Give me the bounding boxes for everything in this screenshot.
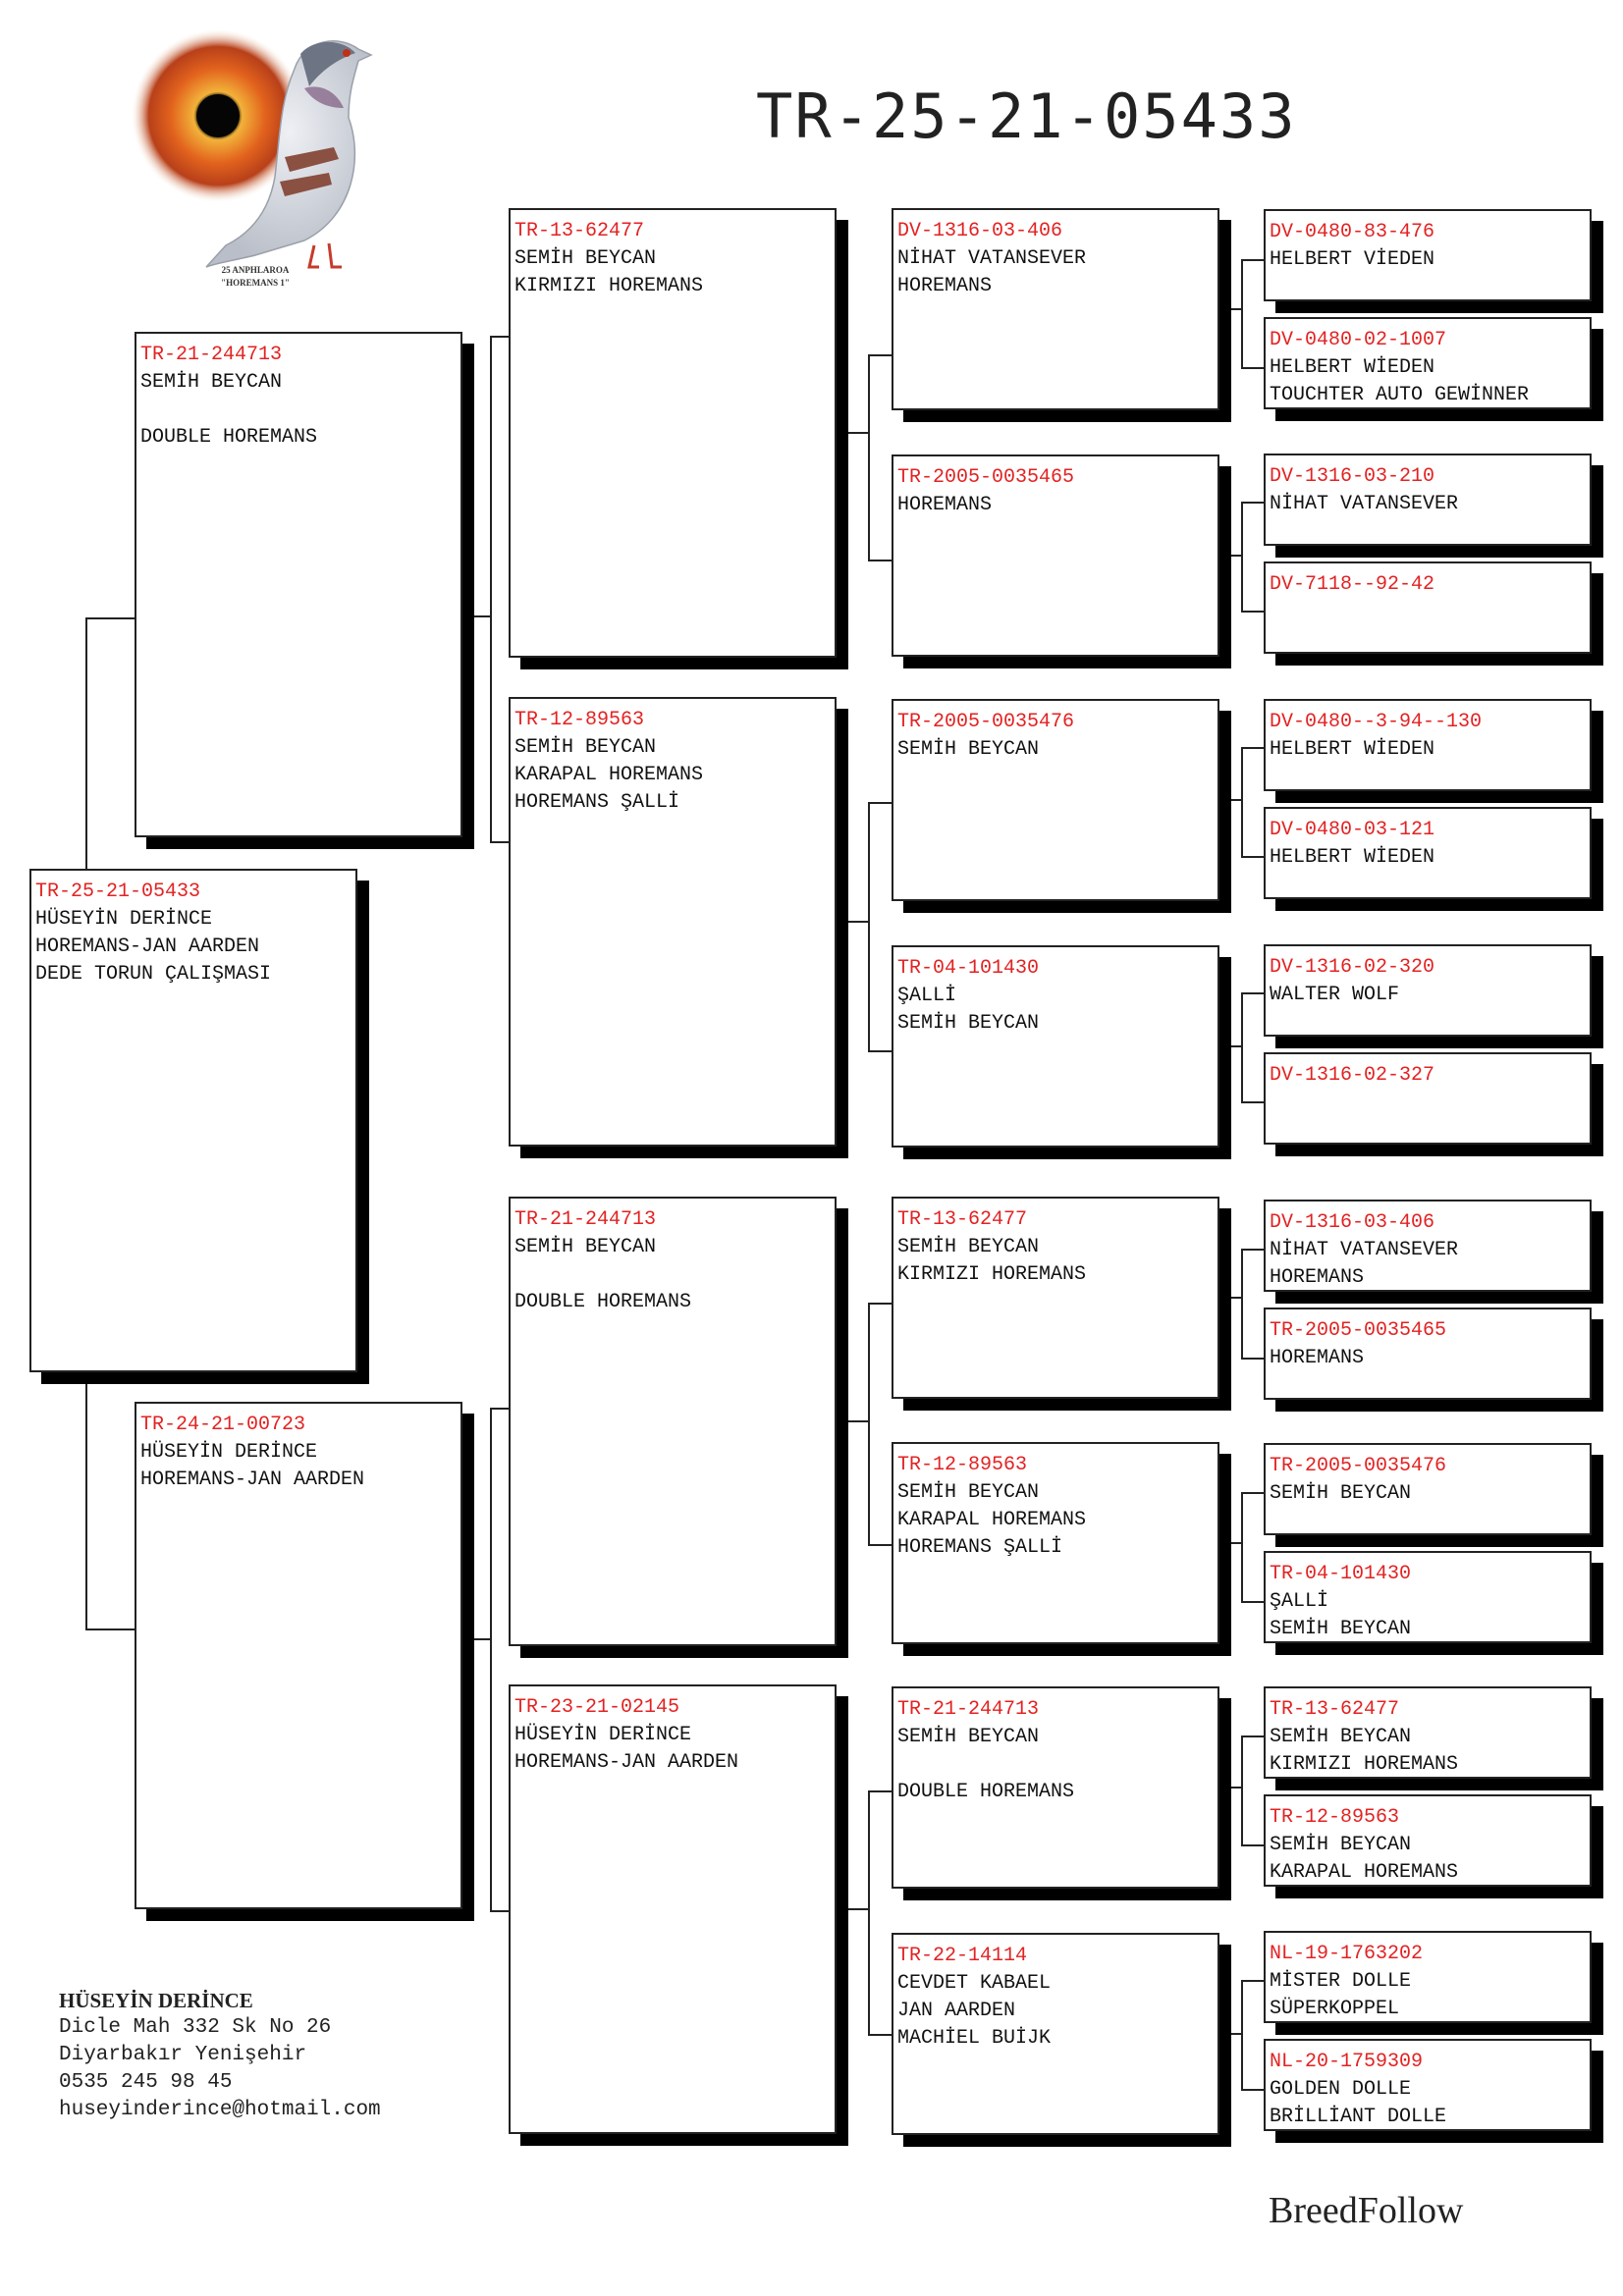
card-line: SEMİH BEYCAN — [897, 1012, 1040, 1035]
connector-bracket — [1219, 260, 1264, 368]
ring-number: TR-24-21-00723 — [140, 1414, 306, 1436]
ggg-card-5[interactable] — [1264, 699, 1592, 791]
ring-number: TR-13-62477 — [1270, 1698, 1400, 1721]
logo-caption-line1: 25 ANPHLAROA — [221, 265, 290, 275]
ring-number: TR-04-101430 — [1270, 1563, 1412, 1585]
ring-number: TR-21-244713 — [514, 1208, 657, 1231]
card-line: NİHAT VATANSEVER — [897, 247, 1087, 270]
ring-number: DV-1316-02-320 — [1270, 956, 1435, 979]
owner-name: HÜSEYİN DERİNCE — [59, 1989, 253, 2012]
card-line: SEMİH BEYCAN — [514, 247, 657, 270]
great-grandparent-card-2[interactable] — [892, 454, 1219, 657]
card-line: TOUCHTER AUTO GEWİNNER — [1270, 384, 1530, 406]
ring-number: DV-0480-02-1007 — [1270, 329, 1447, 351]
card-line: HOREMANS ŞALLİ — [514, 791, 680, 814]
card-line: SEMİH BEYCAN — [897, 1726, 1040, 1748]
ring-number: TR-2005-0035476 — [897, 711, 1075, 733]
owner-email[interactable]: huseyinderince@hotmail.com — [59, 2099, 381, 2121]
ring-number: DV-1316-03-406 — [1270, 1211, 1435, 1234]
card-line: SEMİH BEYCAN — [1270, 1726, 1412, 1748]
dam-card[interactable] — [135, 1402, 462, 1909]
ring-number: NL-19-1763202 — [1270, 1943, 1424, 1965]
ring-number: DV-0480-03-121 — [1270, 819, 1435, 841]
card-line: NİHAT VATANSEVER — [1270, 1239, 1459, 1261]
card-line: MİSTER DOLLE — [1270, 1970, 1412, 1993]
connector-bracket — [462, 1409, 509, 1911]
subject-card[interactable] — [29, 869, 357, 1372]
ring-number: DV-1316-03-406 — [897, 220, 1063, 242]
ggg-card-6[interactable] — [1264, 807, 1592, 899]
great-grandparent-card-3[interactable] — [892, 699, 1219, 901]
ring-number: TR-12-89563 — [1270, 1806, 1400, 1829]
great-grandparent-card-7[interactable] — [892, 1686, 1219, 1889]
card-line: WALTER WOLF — [1270, 984, 1400, 1006]
great-grandparent-card-6[interactable] — [892, 1442, 1219, 1644]
ggg-card-15[interactable] — [1264, 1931, 1592, 2023]
ggg-card-1[interactable] — [1264, 209, 1592, 301]
ring-number: TR-2005-0035476 — [1270, 1455, 1447, 1477]
ggg-card-12[interactable] — [1264, 1551, 1592, 1643]
card-line: HOREMANS — [1270, 1347, 1365, 1369]
card-line: KARAPAL HOREMANS — [1270, 1861, 1459, 1884]
ring-number: NL-20-1759309 — [1270, 2051, 1424, 2073]
card-line: HELBERT VİEDEN — [1270, 248, 1435, 271]
ggg-card-4[interactable] — [1264, 561, 1592, 654]
card-line: SEMİH BEYCAN — [1270, 1482, 1412, 1505]
page-title: TR-25-21-05433 — [756, 80, 1297, 152]
card-line: SEMİH BEYCAN — [1270, 1618, 1412, 1640]
ggg-card-8[interactable] — [1264, 1052, 1592, 1145]
card-line: DEDE TORUN ÇALIŞMASI — [35, 963, 272, 986]
card-line: SEMİH BEYCAN — [140, 371, 283, 394]
ring-number: DV-1316-03-210 — [1270, 465, 1435, 488]
card-line: DOUBLE HOREMANS — [140, 426, 318, 449]
card-line: DOUBLE HOREMANS — [514, 1291, 692, 1313]
grandparent-card-4[interactable] — [509, 1684, 837, 2134]
card-line: SÜPERKOPPEL — [1270, 1998, 1400, 2020]
card-line: HOREMANS-JAN AARDEN — [35, 935, 260, 958]
grandparent-card-3[interactable] — [509, 1197, 837, 1646]
card-line: HOREMANS-JAN AARDEN — [140, 1468, 365, 1491]
card-line: HOREMANS — [897, 494, 993, 516]
ggg-card-14[interactable] — [1264, 1794, 1592, 1887]
brand-logo-text: BreedFollow — [1269, 2190, 1464, 2231]
card-line: KIRMIZI HOREMANS — [514, 275, 704, 297]
ring-number: TR-21-244713 — [140, 344, 283, 366]
connector-bracket — [1219, 748, 1264, 857]
ggg-card-2[interactable] — [1264, 317, 1592, 409]
ggg-card-11[interactable] — [1264, 1443, 1592, 1535]
logo-caption-line2: "HOREMANS 1" — [221, 278, 290, 288]
owner-phone: 0535 245 98 45 — [59, 2071, 233, 2094]
ring-number: DV-1316-02-327 — [1270, 1064, 1435, 1087]
grandparent-card-1[interactable] — [509, 208, 837, 658]
ggg-card-7[interactable] — [1264, 944, 1592, 1037]
card-line: MACHİEL BUİJK — [897, 2027, 1052, 2050]
ring-number: DV-0480--3-94--130 — [1270, 711, 1483, 733]
great-grandparent-card-8[interactable] — [892, 1933, 1219, 2135]
card-line: GOLDEN DOLLE — [1270, 2078, 1412, 2101]
connector-bracket — [1219, 1493, 1264, 1602]
card-line — [897, 1751, 1217, 1779]
card-line: SEMİH BEYCAN — [897, 1236, 1040, 1258]
card-line: HOREMANS — [1270, 1266, 1365, 1289]
ring-number: TR-13-62477 — [897, 1208, 1028, 1231]
ggg-card-16[interactable] — [1264, 2039, 1592, 2131]
connector-bracket — [837, 1304, 892, 1545]
ring-number: TR-2005-0035465 — [897, 466, 1075, 489]
ring-number: TR-23-21-02145 — [514, 1696, 680, 1719]
ring-number: TR-21-244713 — [897, 1698, 1040, 1721]
grandparent-card-2[interactable] — [509, 697, 837, 1147]
ggg-card-10[interactable] — [1264, 1308, 1592, 1400]
ggg-card-13[interactable] — [1264, 1686, 1592, 1779]
ggg-card-3[interactable] — [1264, 454, 1592, 546]
card-line: KIRMIZI HOREMANS — [897, 1263, 1087, 1286]
connector-bracket — [837, 803, 892, 1051]
sire-card[interactable] — [135, 332, 462, 837]
connector-bracket — [837, 1791, 892, 2035]
card-line: NİHAT VATANSEVER — [1270, 493, 1459, 515]
card-line: HÜSEYİN DERİNCE — [35, 908, 213, 931]
card-line: ŞALLİ — [897, 985, 957, 1007]
pigeon-eye-image — [108, 10, 403, 304]
card-line: HELBERT WİEDEN — [1270, 846, 1435, 869]
card-line: SEMİH BEYCAN — [897, 1481, 1040, 1504]
ring-number: TR-04-101430 — [897, 957, 1040, 980]
card-line: JAN AARDEN — [897, 2000, 1016, 2022]
great-grandparent-card-4[interactable] — [892, 945, 1219, 1148]
great-grandparent-card-1[interactable] — [892, 208, 1219, 410]
great-grandparent-card-5[interactable] — [892, 1197, 1219, 1399]
card-line: HOREMANS ŞALLİ — [897, 1536, 1063, 1559]
connector-bracket — [1219, 1250, 1264, 1359]
connector-bracket — [837, 355, 892, 561]
card-line: HELBERT WİEDEN — [1270, 356, 1435, 379]
card-line — [140, 397, 460, 424]
card-line: HÜSEYİN DERİNCE — [514, 1724, 692, 1746]
ring-number: DV-7118--92-42 — [1270, 573, 1435, 596]
ring-number: TR-13-62477 — [514, 220, 645, 242]
card-line: SEMİH BEYCAN — [514, 1236, 657, 1258]
pigeon-logo — [108, 10, 403, 304]
card-line: HOREMANS — [897, 275, 993, 297]
card-line: KIRMIZI HOREMANS — [1270, 1753, 1459, 1776]
ring-number: TR-2005-0035465 — [1270, 1319, 1447, 1342]
card-line: KARAPAL HOREMANS — [897, 1509, 1087, 1531]
card-line: SEMİH BEYCAN — [1270, 1834, 1412, 1856]
ggg-card-9[interactable] — [1264, 1200, 1592, 1292]
card-line: SEMİH BEYCAN — [897, 738, 1040, 761]
card-line: ŞALLİ — [1270, 1590, 1329, 1613]
card-line: HELBERT WİEDEN — [1270, 738, 1435, 761]
connector-bracket — [1219, 503, 1264, 612]
ring-number: TR-22-14114 — [897, 1945, 1028, 1967]
owner-contact-block — [59, 1987, 381, 2124]
ring-number: TR-12-89563 — [514, 709, 645, 731]
card-line: HÜSEYİN DERİNCE — [140, 1441, 318, 1464]
ring-number: DV-0480-83-476 — [1270, 221, 1435, 243]
connector-bracket — [1219, 993, 1264, 1102]
owner-address-line2: Diyarbakır Yenişehir — [59, 2044, 307, 2066]
ring-number: TR-25-21-05433 — [35, 881, 201, 903]
ring-number: TR-12-89563 — [897, 1454, 1028, 1476]
connector-bracket — [462, 337, 509, 842]
connector-bracket — [1219, 1981, 1264, 2090]
owner-address-line1: Dicle Mah 332 Sk No 26 — [59, 2016, 332, 2039]
card-line: DOUBLE HOREMANS — [897, 1781, 1075, 1803]
card-line: KARAPAL HOREMANS — [514, 764, 704, 786]
card-line: BRİLLİANT DOLLE — [1270, 2106, 1447, 2128]
connector-bracket — [1219, 1736, 1264, 1845]
card-line: HOREMANS-JAN AARDEN — [514, 1751, 739, 1774]
card-line: SEMİH BEYCAN — [514, 736, 657, 759]
card-line — [514, 1261, 835, 1289]
card-line: CEVDET KABAEL — [897, 1972, 1052, 1995]
